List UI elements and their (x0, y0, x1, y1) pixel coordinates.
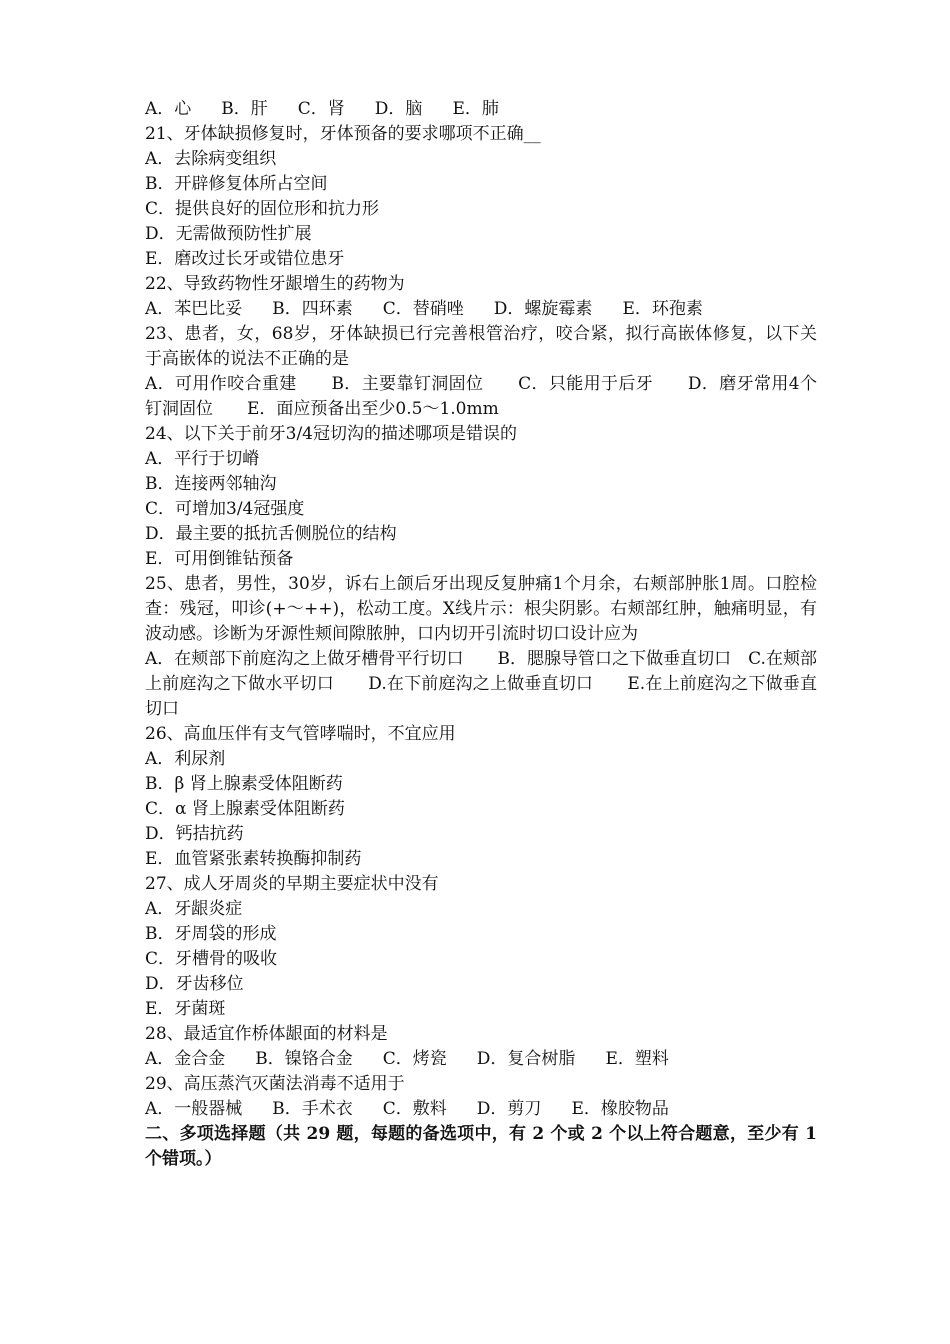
text-line: 23、患者，女，68岁，牙体缺损已行完善根管治疗，咬合紧，拟行高嵌体修复，以下关于高嵌体的说法不正确的是 (145, 324, 817, 369)
text-line: D．钙拮抗药 (145, 824, 244, 844)
text-line: A．在颊部下前庭沟之上做牙槽骨平行切口 B．腮腺导管口之下做垂直切口 C.在颊部上前庭沟之下做水平切口 D.在下前庭沟之上做垂直切口 E.在上前庭沟之下做垂直切口 (145, 649, 817, 719)
option-row (145, 97, 817, 122)
text-line: D．牙齿移位 (145, 974, 244, 994)
option-item: E．肺 (452, 99, 499, 119)
text-line: E．血管紧张素转换酶抑制药 (145, 849, 362, 869)
option-row (145, 1097, 817, 1122)
text-line: C．牙槽骨的吸收 (145, 949, 278, 969)
option-row (145, 1047, 817, 1072)
document-page (145, 97, 817, 1172)
option-item: C．肾 (297, 99, 345, 119)
text-line: E．磨改过长牙或错位患牙 (145, 249, 345, 269)
option-item: B．镍铬合金 (255, 1049, 353, 1069)
text-line: D．无需做预防性扩展 (145, 224, 312, 244)
option-item: C．替硝唑 (382, 299, 464, 319)
text-line: 25、患者，男性，30岁，诉右上颌后牙出现反复肿痛1个月余，右颊部肿胀1周。口腔检查：残冠，叩诊(+～++)，松动工度。X线片示：根尖阴影。右颊部红肿，触痛明显，有波动感。诊断为牙源性颊间隙脓肿，口内切开引流时切口设计应为 (145, 574, 817, 644)
option-item: E．环孢素 (622, 299, 703, 319)
section-heading: 二、多项选择题（共 29 题，每题的备选项中，有 2 个或 2 个以上符合题意，至少有 1 个错项。） (145, 1124, 817, 1169)
text-line: 26、高血压伴有支气管哮喘时，不宜应用 (145, 724, 456, 744)
option-item: A．苯巴比妥 (145, 299, 243, 319)
text-line: 24、以下关于前牙3/4冠切沟的描述哪项是错误的 (145, 424, 517, 444)
text-line: A．去除病变组织 (145, 149, 277, 169)
text-line: 29、高压蒸汽灭菌法消毒不适用于 (145, 1074, 405, 1094)
text-line: 27、成人牙周炎的早期主要症状中没有 (145, 874, 439, 894)
option-item: A．金合金 (145, 1049, 226, 1069)
option-item: C．敷料 (382, 1099, 447, 1119)
option-item: B．手术衣 (272, 1099, 353, 1119)
option-item: C．烤瓷 (382, 1049, 447, 1069)
option-item: E．塑料 (605, 1049, 669, 1069)
option-item: D．复合树脂 (476, 1049, 576, 1069)
option-item: D．脑 (374, 99, 423, 119)
text-line: A．可用作咬合重建 B．主要靠钉洞固位 C．只能用于后牙 D．磨牙常用4个钉洞固位 E．面应预备出至少0.5～1.0mm (145, 374, 817, 419)
option-item: A．一般器械 (145, 1099, 243, 1119)
text-line: D．最主要的抵抗舌侧脱位的结构 (145, 524, 397, 544)
text-line: A．利尿剂 (145, 749, 226, 769)
text-line: 22、导致药物性牙龈增生的药物为 (145, 274, 405, 294)
option-item: D．剪刀 (476, 1099, 542, 1119)
text-line: B．连接两邻轴沟 (145, 474, 277, 494)
text-line: B．开辟修复体所占空间 (145, 174, 328, 194)
text-line: 28、最适宜作桥体龈面的材料是 (145, 1024, 388, 1044)
option-row (145, 297, 817, 322)
text-line: C．可增加3/4冠强度 (145, 499, 305, 519)
text-line: E．牙菌斑 (145, 999, 226, 1019)
text-line: B．牙周袋的形成 (145, 924, 277, 944)
text-line: A．牙龈炎症 (145, 899, 243, 919)
text-line: A．平行于切嵴 (145, 449, 260, 469)
text-line: C．α 肾上腺素受体阻断药 (145, 799, 345, 819)
text-line: C．提供良好的固位形和抗力形 (145, 199, 380, 219)
text-line: E．可用倒锥钻预备 (145, 549, 294, 569)
option-item: D．螺旋霉素 (493, 299, 593, 319)
text-line: 21、牙体缺损修复时，牙体预备的要求哪项不正确__ (145, 124, 541, 144)
option-item: B．四环素 (272, 299, 353, 319)
option-item: E．橡胶物品 (571, 1099, 669, 1119)
option-item: B．肝 (221, 99, 268, 119)
text-line: B．β 肾上腺素受体阻断药 (145, 774, 343, 794)
option-item: A．心 (145, 99, 192, 119)
